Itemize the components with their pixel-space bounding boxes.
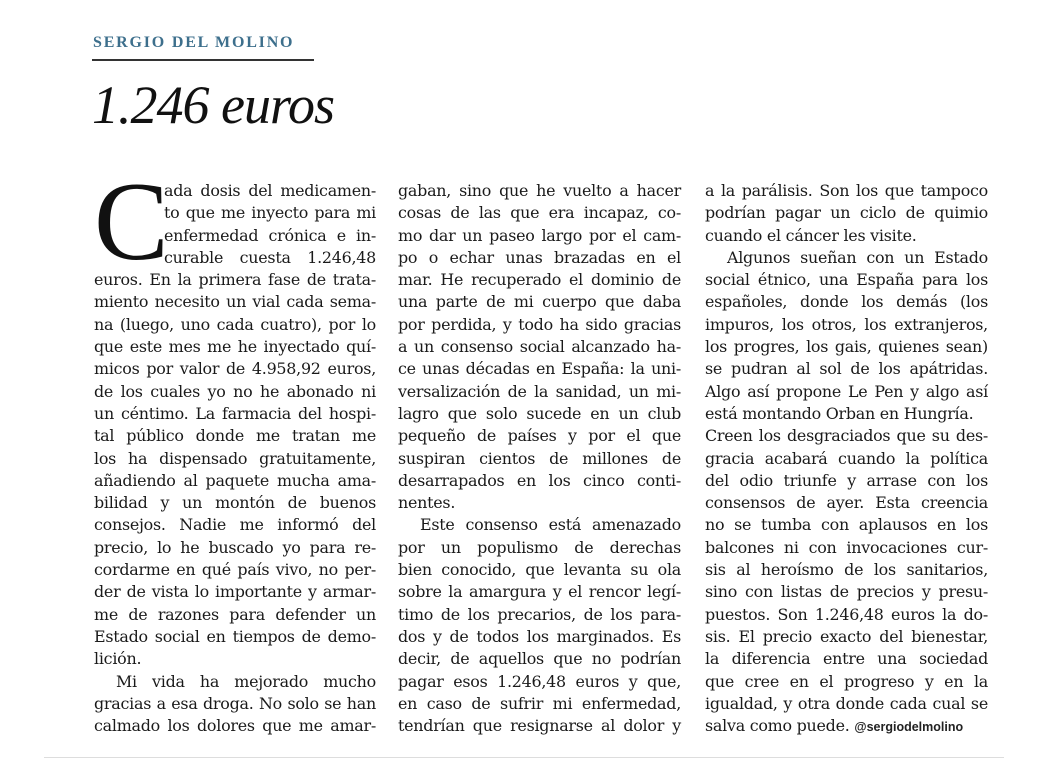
text-line	[398, 559, 681, 581]
text-line-content: pequeño de países y por el que	[398, 426, 681, 446]
text-line	[94, 470, 376, 492]
text-line-content: mar. He recuperado el dominio de	[398, 270, 681, 290]
text-line-content: social étnico, una España para los	[705, 270, 988, 290]
text-line-content: ada dosis del medicamen-	[164, 181, 376, 200]
text-line	[705, 314, 988, 336]
text-line-content: precio, lo he buscado yo para re-	[94, 537, 376, 557]
text-line-content: sobre la amargura y el rencor legí-	[398, 582, 681, 602]
text-line-content: los progres, los gais, quienes sean)	[705, 337, 988, 357]
text-line-content: to que me inyecto para mi	[164, 203, 376, 223]
text-line-content: Mi vida ha mejorado mucho	[116, 671, 376, 691]
text-line	[705, 470, 988, 492]
text-line	[94, 604, 376, 626]
text-line	[398, 581, 681, 603]
text-line	[94, 671, 376, 693]
text-line	[94, 336, 376, 358]
text-line	[705, 715, 988, 737]
text-line	[94, 358, 376, 380]
text-line	[94, 559, 376, 581]
text-line	[705, 225, 988, 247]
text-line-content: versalización de la sanidad, un mi-	[398, 381, 681, 401]
text-line-content: tal público donde me tratan me	[94, 426, 376, 446]
text-line	[398, 403, 681, 425]
text-line-content: bien conocido, que levanta su ola	[398, 560, 681, 580]
text-line-content: desarrapados en los cinco conti-	[398, 470, 681, 490]
text-line-content: timo de los precarios, de los para-	[398, 604, 681, 624]
text-line-content: que cree en el progreso y en la	[705, 671, 988, 691]
text-line	[705, 559, 988, 581]
text-line-content: enfermedad crónica e in-	[164, 225, 376, 245]
text-line-content: gracias a esa droga. No solo se han	[94, 693, 376, 713]
text-line	[705, 581, 988, 603]
text-line-content: Algunos sueñan con un Estado	[727, 247, 988, 267]
text-line	[705, 381, 988, 403]
text-line	[398, 448, 681, 470]
text-line	[94, 425, 376, 447]
text-line	[398, 470, 681, 492]
text-line-content: españoles, donde los demás (los	[705, 292, 988, 312]
text-line	[705, 604, 988, 626]
text-line	[398, 425, 681, 447]
text-line	[94, 403, 376, 425]
text-line	[398, 537, 681, 559]
text-line-content: mo dar un paseo largo por el cam-	[398, 225, 681, 245]
text-line-content: bilidad y un montón de buenos	[94, 493, 376, 513]
text-line-content: Creen los desgraciados que su des-	[705, 426, 988, 446]
text-line	[398, 358, 681, 380]
text-line	[398, 381, 681, 403]
text-line	[94, 648, 376, 670]
text-line-content: por un populismo de derechas	[398, 537, 681, 557]
text-line	[398, 715, 681, 737]
text-line	[705, 291, 988, 313]
text-line-content: dos y de todos los marginados. Es	[398, 626, 681, 646]
column-2	[398, 180, 681, 736]
text-line-content: balcones ni con invocaciones cur-	[705, 537, 988, 557]
text-line-content: consensos de ayer. Esta creencia	[705, 493, 988, 513]
text-line	[94, 291, 376, 313]
text-line	[705, 514, 988, 536]
text-line	[705, 202, 988, 224]
text-line	[705, 492, 988, 514]
text-line	[705, 626, 988, 648]
text-line-content: igualdad, y otra donde cada cual se	[705, 693, 988, 713]
text-line	[398, 671, 681, 693]
text-line-content: consejos. Nadie me informó del	[94, 515, 376, 535]
text-line	[398, 225, 681, 247]
text-line-content: me de razones para defender un	[94, 604, 376, 624]
text-line	[705, 358, 988, 380]
text-line-content: na (luego, uno cada cuatro), por lo	[94, 314, 376, 334]
text-line-content: suspiran cientos de millones de	[398, 448, 681, 468]
text-line-content: pagar esos 1.246,48 euros y que,	[398, 671, 681, 691]
text-line-content: der de vista lo importante y armar-	[94, 582, 376, 602]
text-line-content: impuros, los otros, los extranjeros,	[705, 314, 988, 334]
text-line-content: de los cuales yo no he abonado ni	[94, 381, 376, 401]
text-line	[94, 715, 376, 737]
text-line-content: del odio triunfe y arrase con los	[705, 470, 988, 490]
text-line-content: euros. En la primera fase de trata-	[94, 270, 376, 290]
text-line	[94, 514, 376, 536]
text-line	[94, 314, 376, 336]
text-line	[398, 492, 681, 514]
text-line	[398, 514, 681, 536]
text-line-content: decir, de aquellos que no podrían	[398, 649, 681, 669]
text-line	[705, 336, 988, 358]
text-line	[705, 180, 988, 202]
text-line	[398, 336, 681, 358]
text-line	[705, 671, 988, 693]
text-line	[705, 648, 988, 670]
text-line-content: gracia acabará cuando la política	[705, 448, 988, 468]
author-handle: @sergiodelmolino	[854, 720, 964, 735]
text-line-content: una parte de mi cuerpo que daba	[398, 292, 681, 312]
text-line-content: sis. El precio exacto del bienestar,	[705, 626, 988, 646]
text-line	[398, 180, 681, 202]
column-3	[705, 180, 988, 736]
text-line	[398, 626, 681, 648]
text-line	[398, 291, 681, 313]
text-line-content: a la parálisis. Son los que tampoco	[705, 181, 988, 200]
text-line-content: Este consenso está amenazado	[420, 515, 681, 535]
text-line	[94, 381, 376, 403]
byline-underline	[92, 59, 314, 61]
text-line-content: se pudran al sol de los apátridas.	[705, 359, 988, 379]
text-line-content: en caso de sufrir mi enfermedad,	[398, 693, 681, 713]
text-line-content: tendrían que resignarse al dolor y	[398, 716, 681, 736]
text-line-content: a un consenso social alcanzado ha-	[398, 337, 681, 357]
text-line-content: lagro que solo sucede en un club	[398, 403, 681, 423]
text-line-content: no se tumba con aplausos en los	[705, 515, 988, 535]
text-line-content: que este mes me he inyectado quí-	[94, 337, 376, 357]
text-line	[94, 537, 376, 559]
text-line-content: gaban, sino que he vuelto a hacer	[398, 181, 681, 200]
column-1	[94, 160, 376, 736]
text-line	[398, 693, 681, 715]
text-line	[705, 403, 988, 425]
text-line-content: puestos. Son 1.246,48 euros la do-	[705, 604, 988, 624]
text-line	[94, 581, 376, 603]
text-line	[94, 626, 376, 648]
text-line-content: cosas de las que era incapaz, co-	[398, 203, 681, 223]
drop-cap: C	[94, 160, 169, 284]
text-line-content: po o echar unas brazadas en el	[398, 247, 681, 267]
text-line-content: la diferencia entre una sociedad	[705, 649, 988, 669]
text-line	[398, 247, 681, 269]
text-line	[94, 492, 376, 514]
text-line-content: los ha dispensado gratuitamente,	[94, 448, 376, 468]
text-line-content: ce unas décadas en España: la uni-	[398, 359, 681, 379]
text-line	[398, 314, 681, 336]
text-line	[705, 269, 988, 291]
text-line-content: nentes.	[398, 493, 456, 513]
text-line-content: calmado los dolores que me amar-	[94, 716, 376, 736]
text-line	[705, 693, 988, 715]
text-line-content: podrían pagar un ciclo de quimio	[705, 203, 988, 223]
article-headline: 1.246 euros	[92, 75, 334, 135]
text-line-content: lición.	[94, 649, 142, 669]
text-line-content: micos por valor de 4.958,92 euros,	[94, 359, 376, 379]
author-byline: SERGIO DEL MOLINO	[93, 34, 295, 51]
text-line-content: miento necesito un vial cada sema-	[94, 292, 376, 312]
text-line-content: sino con listas de precios y presu-	[705, 582, 988, 602]
text-line	[705, 448, 988, 470]
text-line	[705, 247, 988, 269]
text-line-content: está montando Orban en Hungría.	[705, 403, 974, 423]
text-line-content: un céntimo. La farmacia del hospi-	[94, 403, 376, 423]
text-line-content: Estado social en tiempos de demo-	[94, 626, 376, 646]
text-line	[94, 448, 376, 470]
text-line-content: por perdida, y todo ha sido gracias	[398, 314, 681, 334]
text-line-content: cuando el cáncer les visite.	[705, 225, 917, 245]
text-line-content: curable cuesta 1.246,48	[164, 247, 376, 267]
text-line	[398, 269, 681, 291]
text-line-content: salva como puede.	[705, 716, 850, 736]
text-line	[398, 648, 681, 670]
text-line	[398, 604, 681, 626]
text-line	[705, 537, 988, 559]
text-line-content: añadiendo al paquete mucha ama-	[94, 470, 376, 490]
text-line	[705, 425, 988, 447]
text-line	[398, 202, 681, 224]
text-line-content: Algo así propone Le Pen y algo así	[705, 381, 988, 401]
text-line	[94, 693, 376, 715]
text-line-content: sis al heroísmo de los sanitarios,	[705, 560, 988, 580]
text-line-content: cordarme en qué país vivo, no per-	[94, 560, 376, 580]
